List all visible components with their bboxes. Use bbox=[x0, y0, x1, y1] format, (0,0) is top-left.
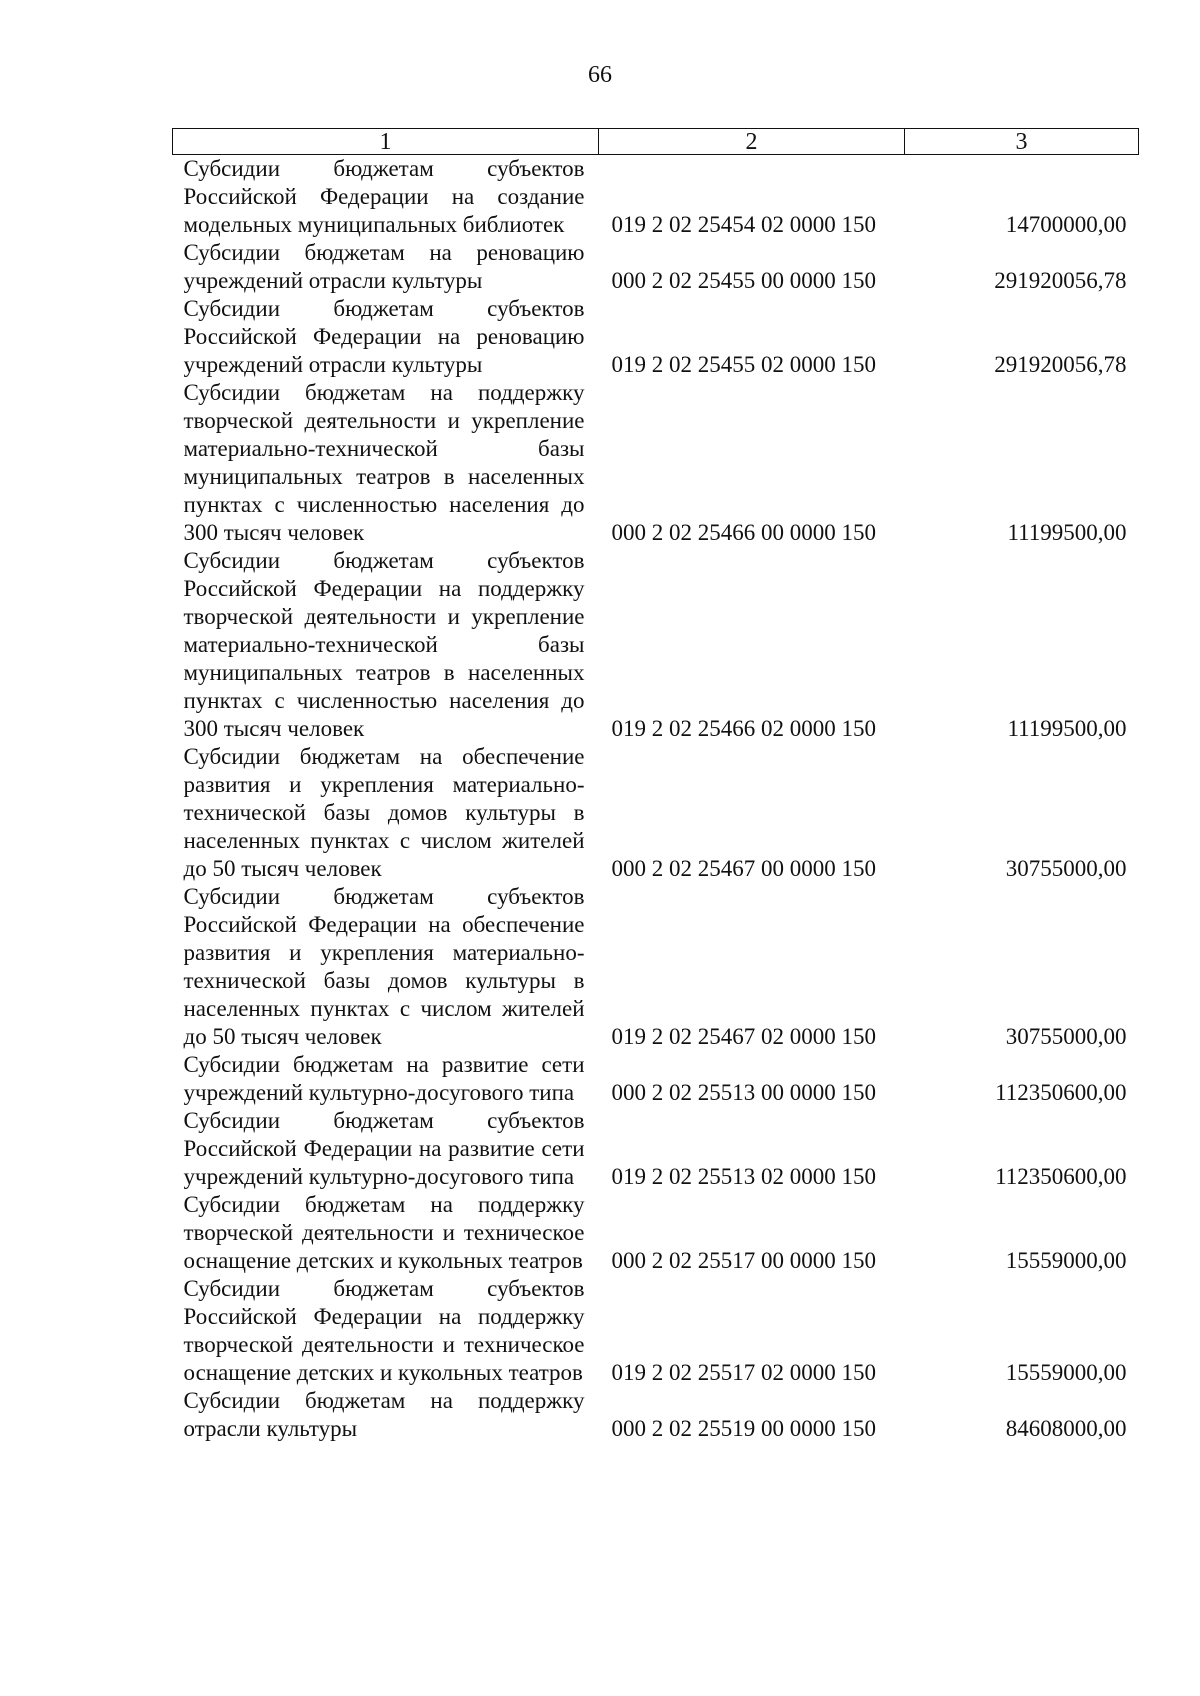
column-header-1: 1 bbox=[173, 129, 599, 155]
column-header-3: 3 bbox=[905, 129, 1139, 155]
row-amount: 291920056,78 bbox=[994, 352, 1127, 377]
table-row bbox=[173, 1191, 1139, 1275]
table-header bbox=[173, 129, 1139, 155]
row-amount: 30755000,00 bbox=[1005, 1024, 1127, 1049]
row-amount: 84608000,00 bbox=[1005, 1416, 1127, 1441]
row-amount: 11199500,00 bbox=[1007, 520, 1127, 545]
row-code: 019 2 02 25517 02 0000 150 bbox=[611, 1360, 876, 1385]
table-row bbox=[173, 1275, 1139, 1387]
row-description: Субсидии бюджетам субъектов Российской Федерации на развитие сети учреждений культурно-досугового типа bbox=[183, 1108, 585, 1189]
row-code: 019 2 02 25467 02 0000 150 bbox=[611, 1024, 876, 1049]
row-amount: 15559000,00 bbox=[1005, 1360, 1127, 1385]
row-amount: 112350600,00 bbox=[995, 1164, 1127, 1189]
row-code: 000 2 02 25466 00 0000 150 bbox=[611, 520, 876, 545]
row-code: 000 2 02 25455 00 0000 150 bbox=[611, 268, 876, 293]
row-amount: 112350600,00 bbox=[995, 1080, 1127, 1105]
table-row bbox=[173, 547, 1139, 743]
row-code: 019 2 02 25513 02 0000 150 bbox=[611, 1164, 876, 1189]
table-row bbox=[173, 1107, 1139, 1191]
row-description: Субсидии бюджетам субъектов Российской Федерации на реновацию учреждений отрасли культуры bbox=[183, 296, 585, 377]
table-row bbox=[173, 295, 1139, 379]
row-code: 000 2 02 25513 00 0000 150 bbox=[611, 1080, 876, 1105]
row-description: Субсидии бюджетам на поддержку творческой деятельности и техническое оснащение детских и кукольных театров bbox=[183, 1192, 585, 1273]
table-row bbox=[173, 1051, 1139, 1107]
row-code: 019 2 02 25454 02 0000 150 bbox=[611, 212, 876, 237]
row-code: 019 2 02 25466 02 0000 150 bbox=[611, 716, 876, 741]
row-description: Субсидии бюджетам субъектов Российской Федерации на создание модельных муниципальных библиотек bbox=[183, 156, 585, 237]
row-description: Субсидии бюджетам на поддержку творческой деятельности и укрепление материально-технической базы муниципальных театров в населенных пунктах с численностью населения до 300 тысяч человек bbox=[183, 380, 585, 545]
row-amount: 291920056,78 bbox=[994, 268, 1127, 293]
row-amount: 14700000,00 bbox=[1005, 212, 1127, 237]
column-header-2: 2 bbox=[599, 129, 905, 155]
row-description: Субсидии бюджетам субъектов Российской Федерации на поддержку творческой деятельности и техническое оснащение детских и кукольных театров bbox=[183, 1276, 585, 1385]
row-description: Субсидии бюджетам на развитие сети учреждений культурно-досугового типа bbox=[183, 1052, 585, 1105]
table-body bbox=[173, 155, 1139, 1444]
budget-table bbox=[172, 128, 1139, 1443]
row-description: Субсидии бюджетам на реновацию учреждений отрасли культуры bbox=[183, 240, 585, 293]
table-row bbox=[173, 1387, 1139, 1443]
header-row bbox=[173, 129, 1139, 155]
row-description: Субсидии бюджетам субъектов Российской Федерации на поддержку творческой деятельности и укрепление материально-технической базы муниципальных театров в населенных пунктах с численностью населения до 300 тысяч человек bbox=[183, 548, 585, 741]
row-amount: 15559000,00 bbox=[1005, 1248, 1127, 1273]
row-code: 000 2 02 25517 00 0000 150 bbox=[611, 1248, 876, 1273]
row-amount: 11199500,00 bbox=[1007, 716, 1127, 741]
page-number: 66 bbox=[588, 62, 612, 88]
row-code: 019 2 02 25455 02 0000 150 bbox=[611, 352, 876, 377]
row-amount: 30755000,00 bbox=[1005, 856, 1127, 881]
budget-table-container bbox=[172, 128, 1138, 1443]
row-description: Субсидии бюджетам субъектов Российской Федерации на обеспечение развития и укрепления материально-технической базы домов культуры в населенных пунктах с числом жителей до 50 тысяч человек bbox=[183, 884, 585, 1049]
table-row bbox=[173, 379, 1139, 547]
row-description: Субсидии бюджетам на поддержку отрасли культуры bbox=[183, 1388, 585, 1441]
table-row bbox=[173, 883, 1139, 1051]
table-row bbox=[173, 239, 1139, 295]
row-code: 000 2 02 25467 00 0000 150 bbox=[611, 856, 876, 881]
row-code: 000 2 02 25519 00 0000 150 bbox=[611, 1416, 876, 1441]
table-row bbox=[173, 155, 1139, 240]
table-row bbox=[173, 743, 1139, 883]
row-description: Субсидии бюджетам на обеспечение развития и укрепления материально-технической базы домов культуры в населенных пунктах с числом жителей до 50 тысяч человек bbox=[183, 744, 585, 881]
